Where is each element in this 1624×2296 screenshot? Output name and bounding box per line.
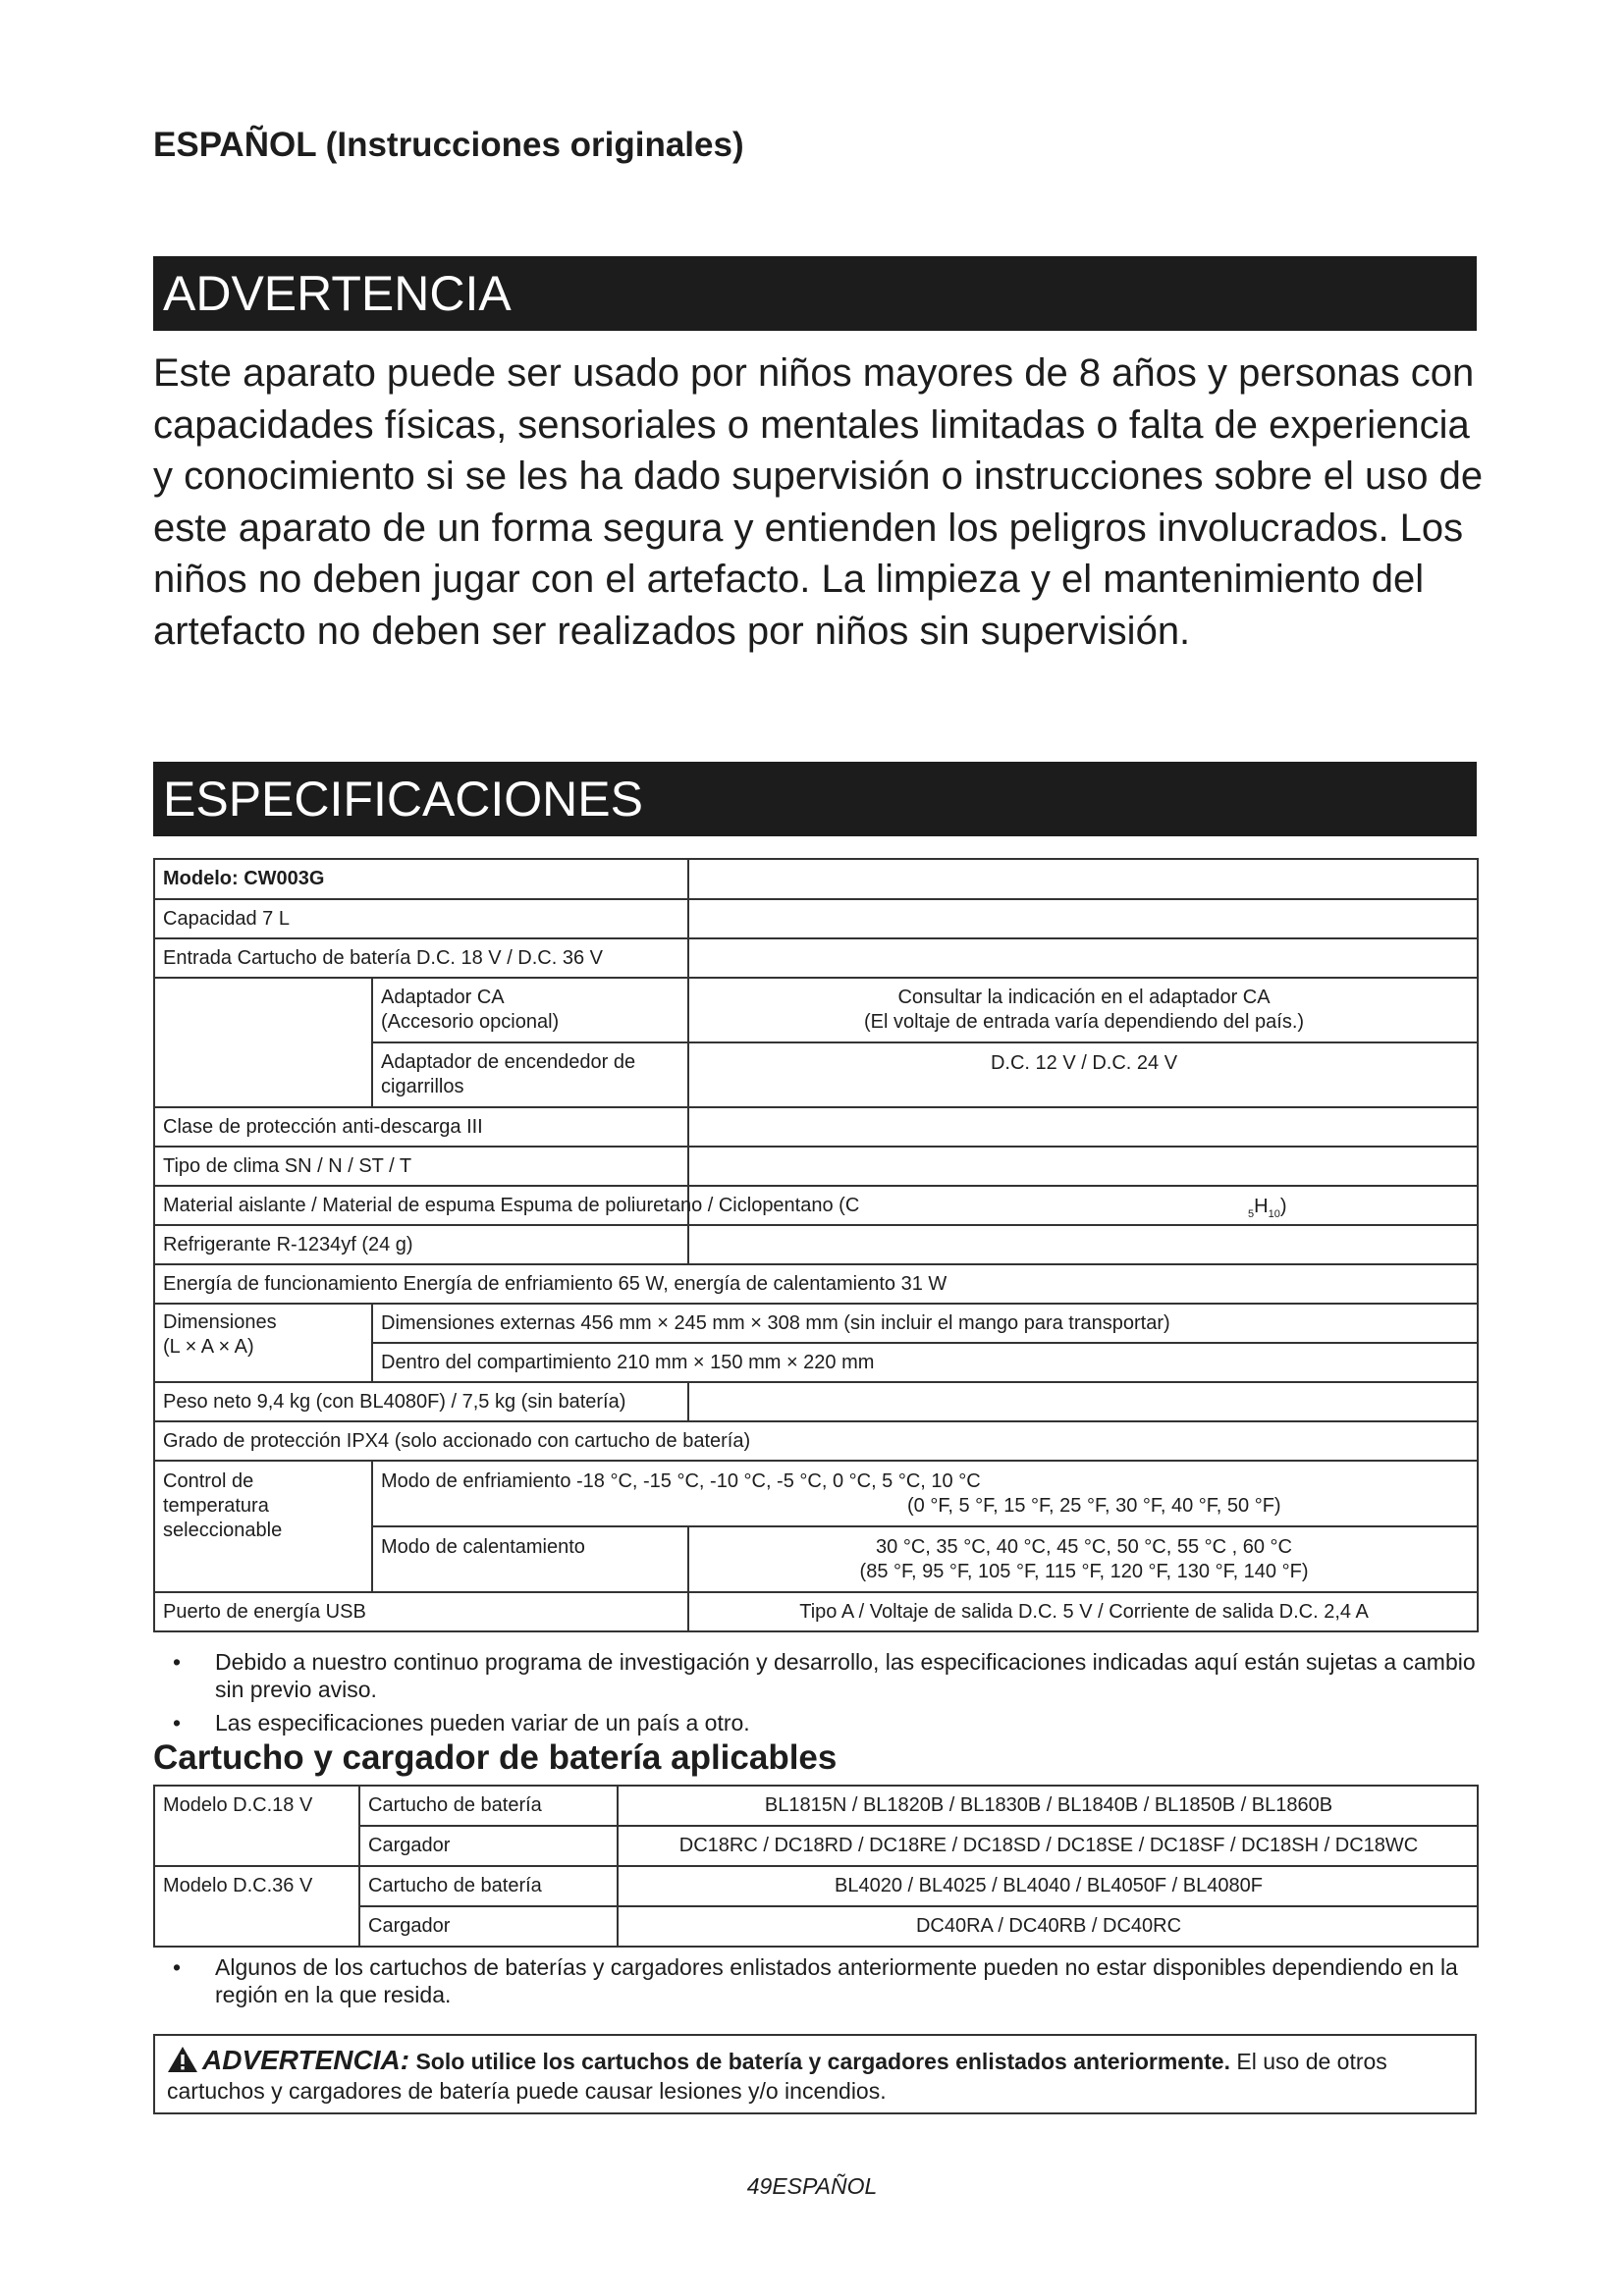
bullet: •: [173, 1710, 182, 1735]
spec-dimensions-label: Dimensiones (L × A × A): [154, 1304, 372, 1382]
spec-note-text: Las especificaciones pueden variar de un país a otro.: [215, 1710, 750, 1735]
spec-usb-label: Puerto de energía USB: [154, 1592, 688, 1631]
formula-sub: 10: [1268, 1208, 1280, 1220]
spec-insulation: [154, 1186, 860, 1225]
final-warning-label: ADVERTENCIA:: [202, 2045, 410, 2075]
spec-input-spacer: [154, 978, 372, 1107]
spec-usb-value: Tipo A / Voltaje de salida D.C. 5 V / Corriente de salida D.C. 2,4 A: [688, 1592, 1478, 1631]
spec-empty-cell: [688, 859, 1478, 899]
final-warning-text: El uso de otros cartuchos y cargadores de batería puede causar lesiones y/o incendios.: [167, 2049, 1387, 2104]
spec-capacity: Capacidad 7 L: [154, 899, 688, 938]
battery-type: Cartucho de batería: [359, 1786, 618, 1826]
battery-type: Cartucho de batería: [359, 1866, 618, 1906]
spec-dimensions-external: Dimensiones externas 456 mm × 245 mm × 308 mm (sin incluir el mango para transportar): [372, 1304, 1478, 1343]
formula-sub: 5: [1248, 1208, 1255, 1220]
spec-note: [153, 1709, 1489, 1736]
spec-climate: Tipo de clima SN / N / ST / T: [154, 1147, 688, 1186]
charger-value: DC18RC / DC18RD / DC18RE / DC18SD / DC18SE / DC18SF / DC18SH / DC18WC: [618, 1826, 1478, 1866]
spec-input: Entrada Cartucho de batería D.C. 18 V / D.C. 36 V: [154, 938, 688, 978]
spec-insulation-formula-cell: [688, 1186, 1478, 1225]
spec-protection-class: Clase de protección anti-descarga III: [154, 1107, 688, 1147]
bullet: •: [173, 1649, 182, 1675]
spec-empty-cell: [688, 1382, 1478, 1421]
spec-cooling-fahrenheit: (0 °F, 5 °F, 15 °F, 25 °F, 30 °F, 40 °F, 50 °F): [907, 1495, 1281, 1517]
spec-cooling-mode: [372, 1461, 1478, 1526]
spec-ac-adapter-value: Consultar la indicación en el adaptador CA (El voltaje de entrada varía dependiendo del país.): [688, 978, 1478, 1042]
warning-banner: ADVERTENCIA: [153, 256, 1477, 331]
charger-type: Cargador: [359, 1826, 618, 1866]
spec-temperature-label: Control de temperatura seleccionable: [154, 1461, 372, 1592]
spec-empty-cell: [688, 1225, 1478, 1264]
specifications-banner: ESPECIFICACIONES: [153, 762, 1477, 836]
spec-notes: [153, 1648, 1489, 1736]
spec-note: [153, 1648, 1489, 1703]
battery-section-title: Cartucho y cargador de batería aplicables: [153, 1738, 838, 1777]
battery-value: BL1815N / BL1820B / BL1830B / BL1840B / BL1850B / BL1860B: [618, 1786, 1478, 1826]
final-warning-box: [153, 2034, 1477, 2114]
battery-model-18v: Modelo D.C.18 V: [154, 1786, 359, 1866]
spec-cooling-celsius: Modo de enfriamiento -18 °C, -15 °C, -10 °C, -5 °C, 0 °C, 5 °C, 10 °C: [381, 1470, 981, 1492]
battery-note-text: Algunos de los cartuchos de baterías y cargadores enlistados anteriormente pueden no estar disponibles dependiendo en la región en la que resida.: [215, 1954, 1458, 2007]
warning-text: Este aparato puede ser usado por niños mayores de 8 años y personas con capacidades físicas, sensoriales o mentales limitadas o falta de experiencia y conocimiento si se les ha dado supervisión o instrucciones sobre el uso de este aparato de un forma segura y entienden los peligros involucrados. Los niños no deben jugar con el artefacto. La limpieza y el mantenimiento del artefacto no deben ser realizados por niños sin supervisión.: [153, 351, 1484, 653]
spec-ip-rating: Grado de protección IPX4 (solo accionado con cartucho de batería): [154, 1421, 1478, 1461]
spec-car-adapter-value: D.C. 12 V / D.C. 24 V: [688, 1042, 1478, 1107]
spec-dimensions-internal: Dentro del compartimiento 210 mm × 150 mm × 220 mm: [372, 1343, 1478, 1382]
spec-ac-adapter-label: Adaptador CA (Accesorio opcional): [372, 978, 688, 1042]
warning-triangle-icon: [167, 2046, 198, 2073]
spec-empty-cell: [688, 1107, 1478, 1147]
formula-h: H: [1254, 1196, 1269, 1217]
formula-close: ): [1279, 1196, 1287, 1217]
spec-insulation-formula: [1248, 1195, 1287, 1227]
spec-insulation-text: Material aislante / Material de espuma Espuma de poliuretano / Ciclopentano (C: [163, 1194, 860, 1216]
charger-type: Cargador: [359, 1906, 618, 1947]
page-footer: 49ESPAÑOL: [746, 2173, 878, 2199]
spec-empty-cell: [688, 938, 1478, 978]
spec-energy: Energía de funcionamiento Energía de enfriamiento 65 W, energía de calentamiento 31 W: [154, 1264, 1478, 1304]
spec-note-text: Debido a nuestro continuo programa de investigación y desarrollo, las especificaciones indicadas aquí están sujetas a cambio sin previo aviso.: [215, 1649, 1476, 1702]
page-header: ESPAÑOL (Instrucciones originales): [153, 126, 744, 164]
charger-value: DC40RA / DC40RB / DC40RC: [618, 1906, 1478, 1947]
battery-model-36v: Modelo D.C.36 V: [154, 1866, 359, 1947]
spec-heating-label: Modo de calentamiento: [372, 1526, 688, 1592]
specifications-table: [153, 858, 1479, 1632]
spec-model: Modelo: CW003G: [154, 859, 688, 899]
bullet: •: [173, 1954, 182, 1980]
battery-notes: [153, 1953, 1489, 2008]
final-warning-bold: Solo utilice los cartuchos de batería y cargadores enlistados anteriormente.: [415, 2049, 1230, 2074]
spec-heating-values: 30 °C, 35 °C, 40 °C, 45 °C, 50 °C, 55 °C , 60 °C (85 °F, 95 °F, 105 °F, 115 °F, 120 °F, 130 °F, 140 °F): [688, 1526, 1478, 1592]
battery-note: [153, 1953, 1489, 2008]
spec-empty-cell: [688, 1147, 1478, 1186]
spec-empty-cell: [688, 899, 1478, 938]
spec-weight: Peso neto 9,4 kg (con BL4080F) / 7,5 kg (sin batería): [154, 1382, 688, 1421]
battery-value: BL4020 / BL4025 / BL4040 / BL4050F / BL4080F: [618, 1866, 1478, 1906]
spec-car-adapter-label: Adaptador de encendedor de cigarrillos: [372, 1042, 688, 1107]
battery-table: [153, 1785, 1479, 1948]
spec-refrigerant: Refrigerante R-1234yf (24 g): [154, 1225, 688, 1264]
